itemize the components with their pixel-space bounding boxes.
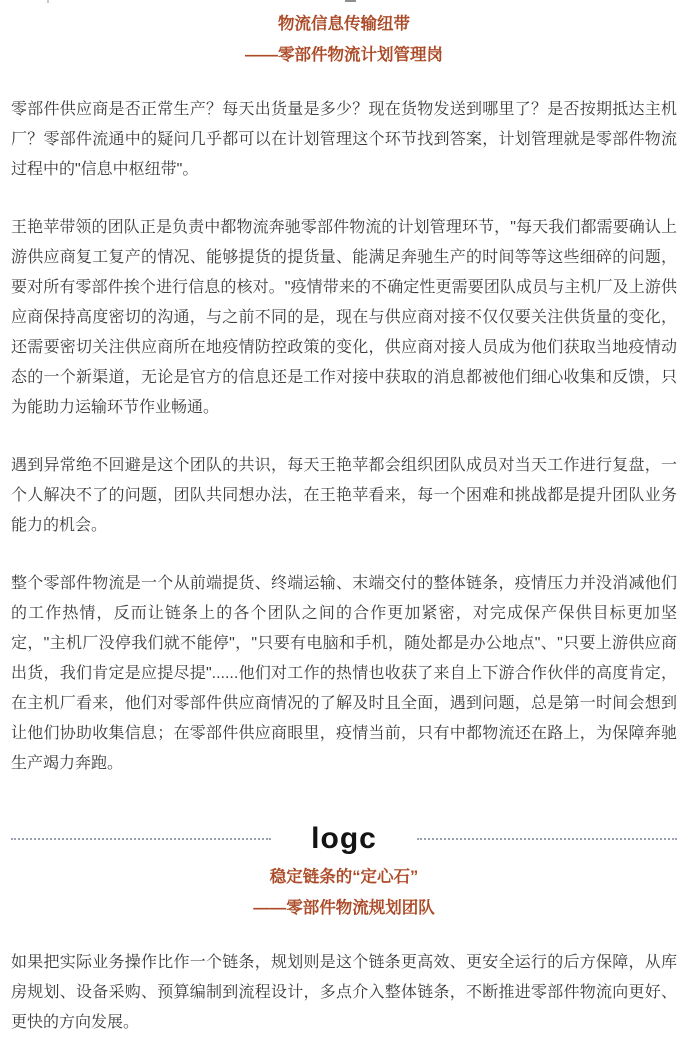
section1-paragraph-2: 王艳苹带领的团队正是负责中都物流奔驰零部件物流的计划管理环节，"每天我们都需要确认上游供应商复工复产的情况、能够提货的提货量、能满足奔驰生产的时间等等这些细碎的问题，要对所有零部件挨个进行信息的核对。"疫情带来的不确定性更需要团队成员与主机厂及上游供应商保持高度密切的沟通，与之前不同的是，现在与供应商对接不仅仅要关注供货量的变化，还需要密切关注供应商所在地疫情防控政策的变化，供应商对接人员成为他们获取当地疫情动态的一个新渠道，无论是官方的信息还是工作对接中获取的消息都被他们细心收集和反馈，只为能助力运输环节作业畅通。 (11, 219, 677, 416)
section1-subtitle: ——零部件物流计划管理岗 (245, 46, 443, 64)
section1-paragraph-4: 整个零部件物流是一个从前端提货、终端运输、末端交付的整体链条，疫情压力并没消减他们的工作热情，反而让链条上的各个团队之间的合作更加紧密，对完成保产保供目标更加坚定，"主机厂没停我们就不能停"，"只要有电脑和手机，随处都是办公地点"、"只要上游供应商出货，我们肯定是应提尽提"......他们对工作的热情也收获了来自上下游合作伙伴的高度肯定，在主机厂看来，他们对零部件供应商情况的了解及时且全面，遇到问题，总是第一时间会想到让他们协助收集信息；在零部件供应商眼里，疫情当前，只有中都物流还在路上，为保障奔驰生产竭力奔跑。 (11, 575, 677, 772)
section1-title: 物流信息传输纽带 (278, 15, 410, 33)
top-crop-artifact (345, 0, 356, 2)
section1-paragraph-1: 零部件供应商是否正常生产？每天出货量是多少？现在货物发送到哪里了？是否按期抵达主机厂？零部件流通中的疑问几乎都可以在计划管理这个环节找到答案，计划管理就是零部件物流过程中的"信息中枢纽带"。 (11, 101, 677, 178)
divider-dotted-line-left (11, 838, 271, 840)
section2-title: 稳定链条的“定心石” (269, 868, 419, 886)
divider-dotted-line-right (417, 838, 677, 840)
section2-subtitle: ——零部件物流规划团队 (253, 899, 435, 917)
divider-logo-text: logc (311, 822, 377, 855)
section1-paragraph-3: 遇到异常绝不回避是这个团队的共识，每天王艳苹都会组织团队成员对当天工作进行复盘，一个人解决不了的问题，团队共同想办法，在王艳苹看来，每一个困难和挑战都是提升团队业务能力的机会。 (11, 457, 677, 534)
section2-paragraph-1: 如果把实际业务操作比作一个链条，规划则是这个链条更高效、更安全运行的后方保障，从库房规划、设备采购、预算编制到流程设计，多点介入整体链条，不断推进零部件物流向更好、更快的方向发展。 (11, 954, 677, 1031)
top-crop-artifact (47, 0, 49, 3)
section-divider (11, 823, 677, 855)
